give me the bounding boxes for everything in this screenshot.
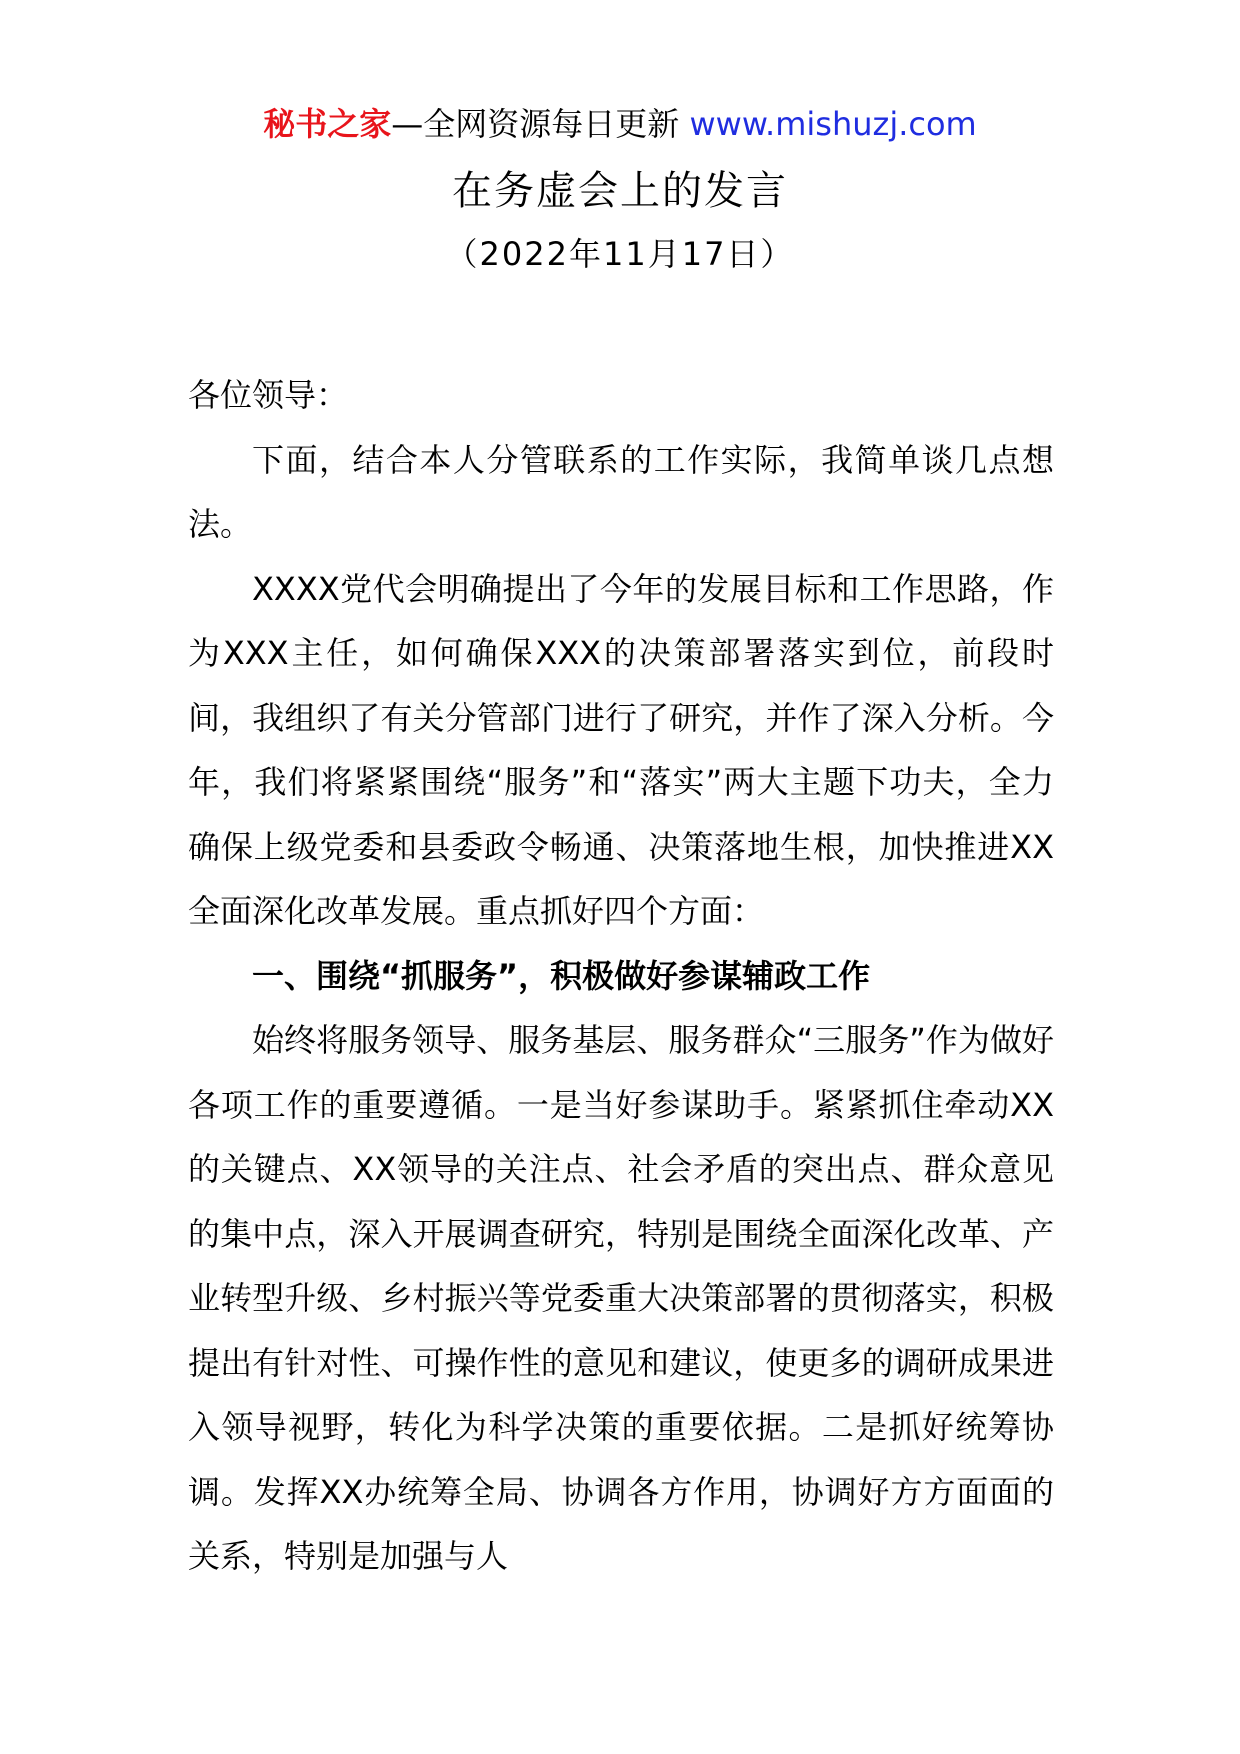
paragraph-section-1: 始终将服务领导、服务基层、服务群众“三服务”作为做好各项工作的重要遵循。一是当好参谋助手。紧紧抓住牵动XX的关键点、XX领导的关注点、社会矛盾的突出点、群众意见的集中点，深入开展调查研究，特别是围绕全面深化改革、产业转型升级、乡村振兴等党委重大决策部署的贯彻落实，积极提出有针对性、可操作性的意见和建议，使更多的调研成果进入领导视野，转化为科学决策的重要依据。二是抓好统筹协调。发挥XX办统筹全局、协调各方作用，协调好方方面面的关系，特别是加强与人 (188, 1021, 1054, 1575)
section-heading-1: 一、围绕“抓服务”，积极做好参谋辅政工作 (252, 956, 871, 995)
paragraph-intro: 下面，结合本人分管联系的工作实际，我简单谈几点想法。 (188, 440, 1054, 543)
banner-slogan: —全网资源每日更新 (391, 105, 680, 143)
site-banner (0, 100, 1240, 148)
document-title: 在务虚会上的发言 (452, 168, 788, 214)
document-body (188, 363, 1054, 1589)
banner-url-link[interactable]: www.mishuzj.com (689, 105, 977, 143)
paragraph-overview: XXXX党代会明确提出了今年的发展目标和工作思路，作为XXX主任，如何确保XXX的决策部署落实到位，前段时间，我组织了有关分管部门进行了研究，并作了深入分析。今年，我们将紧紧围绕“服务”和“落实”两大主题下功夫，全力确保上级党委和县委政令畅通、决策落地生根，加快推进XX全面深化改革发展。重点抓好四个方面： (188, 569, 1054, 930)
salutation: 各位领导： (188, 376, 349, 414)
document-date: （2022年11月17日） (445, 235, 795, 273)
banner-brand: 秘书之家 (263, 105, 392, 143)
